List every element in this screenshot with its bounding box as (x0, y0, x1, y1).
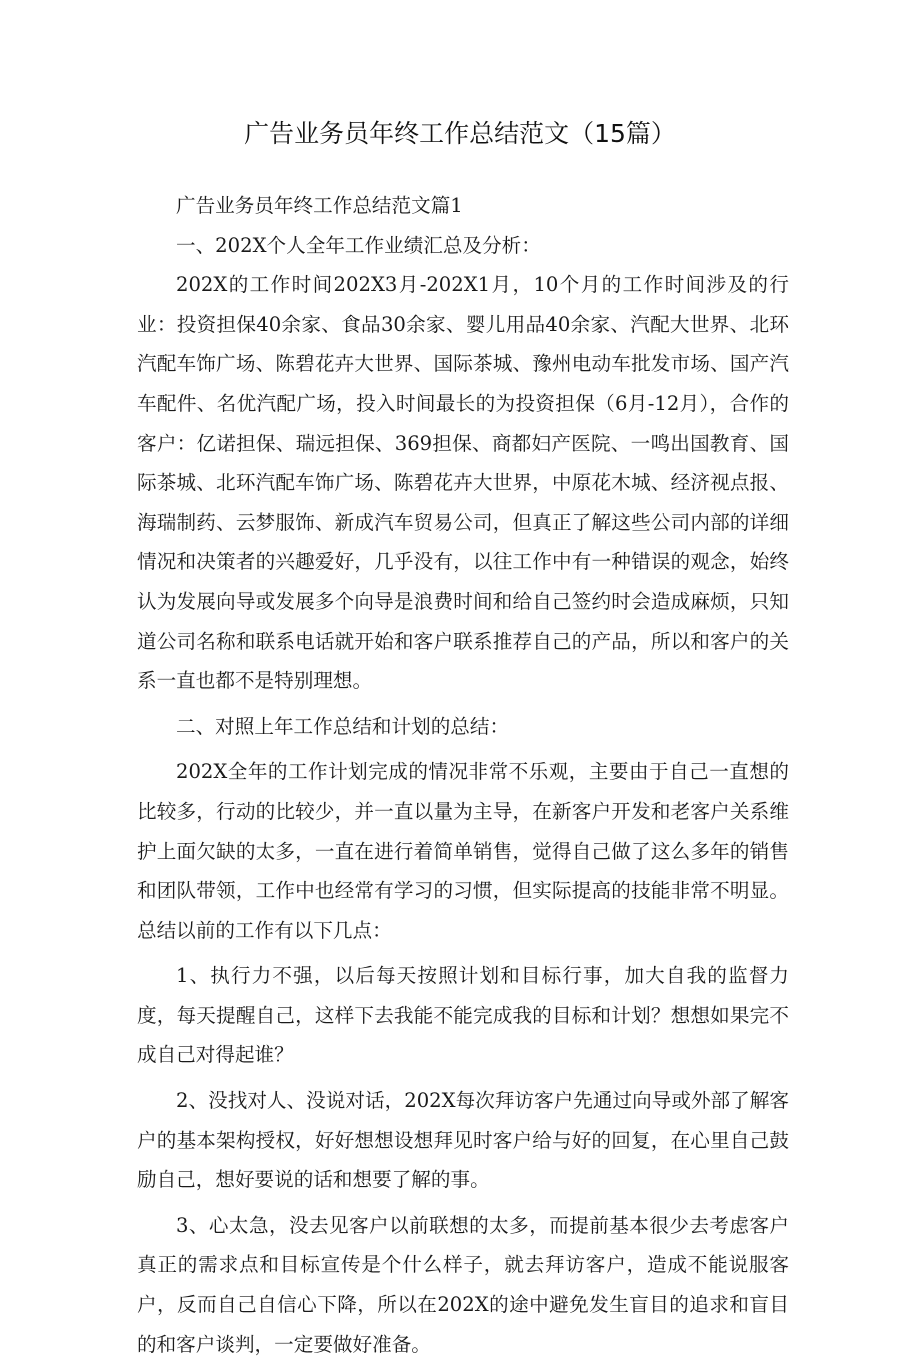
subsection-heading: 二、对照上年工作总结和计划的总结： (176, 714, 510, 738)
body-paragraph: 202X的工作时间202X3月-202X1月，10个月的工作时间涉及的行业：投资担保40余家、食品30余家、婴儿用品40余家、汽配大世界、北环汽配车饰广场、陈碧花卉大世界、国际茶城、豫州电动车批发市场、国产汽车配件、名优汽配广场，投入时间最长的为投资担保（6月-12月），合作的客户：亿诺担保、瑞远担保、369担保、商都妇产医院、一鸣出国教育、国际茶城、北环汽配车饰广场、陈碧花卉大世界，中原花木城、经济视点报、海瑞制药、云梦服饰、新成汽车贸易公司，但真正了解这些公司内部的详细情况和决策者的兴趣爱好，几乎没有，以往工作中有一种错误的观念，始终认为发展向导或发展多个向导是浪费时间和给自己签约时会造成麻烦，只知道公司名称和联系电话就开始和客户联系推荐自己的产品，所以和客户的关系一直也都不是特别理想。 (137, 273, 789, 693)
section-heading: 广告业务员年终工作总结范文篇1 (176, 194, 463, 217)
body-paragraph: 202X全年的工作计划完成的情况非常不乐观，主要由于自己一直想的比较多，行动的比较少，并一直以量为主导，在新客户开发和老客户关系维护上面欠缺的太多，一直在进行着简单销售，觉得自己做了这么多年的销售和团队带领，工作中也经常有学习的习惯，但实际提高的技能非常不明显。总结以前的工作有以下几点： (137, 760, 789, 942)
document-body (137, 186, 789, 1364)
document-title: 广告业务员年终工作总结范文（15篇） (244, 119, 676, 148)
list-item: 3、心太急，没去见客户以前联想的太多，而提前基本很少去考虑客户真正的需求点和目标宣传是个什么样子，就去拜访客户，造成不能说服客户，反而自己自信心下降，所以在202X的途中避免发生盲目的追求和盲目的和客户谈判，一定要做好准备。 (137, 1213, 789, 1356)
subsection-heading: 一、202X个人全年工作业绩汇总及分析： (176, 233, 541, 257)
list-item: 2、没找对人、没说对话，202X每次拜访客户先通过向导或外部了解客户的基本架构授权，好好想想设想拜见时客户给与好的回复，在心里自己鼓励自己，想好要说的话和想要了解的事。 (137, 1089, 789, 1192)
list-item: 1、执行力不强，以后每天按照计划和目标行事，加大自我的监督力度，每天提醒自己，这样下去我能不能完成我的目标和计划？想想如果完不成自己对得起谁？ (137, 964, 789, 1067)
